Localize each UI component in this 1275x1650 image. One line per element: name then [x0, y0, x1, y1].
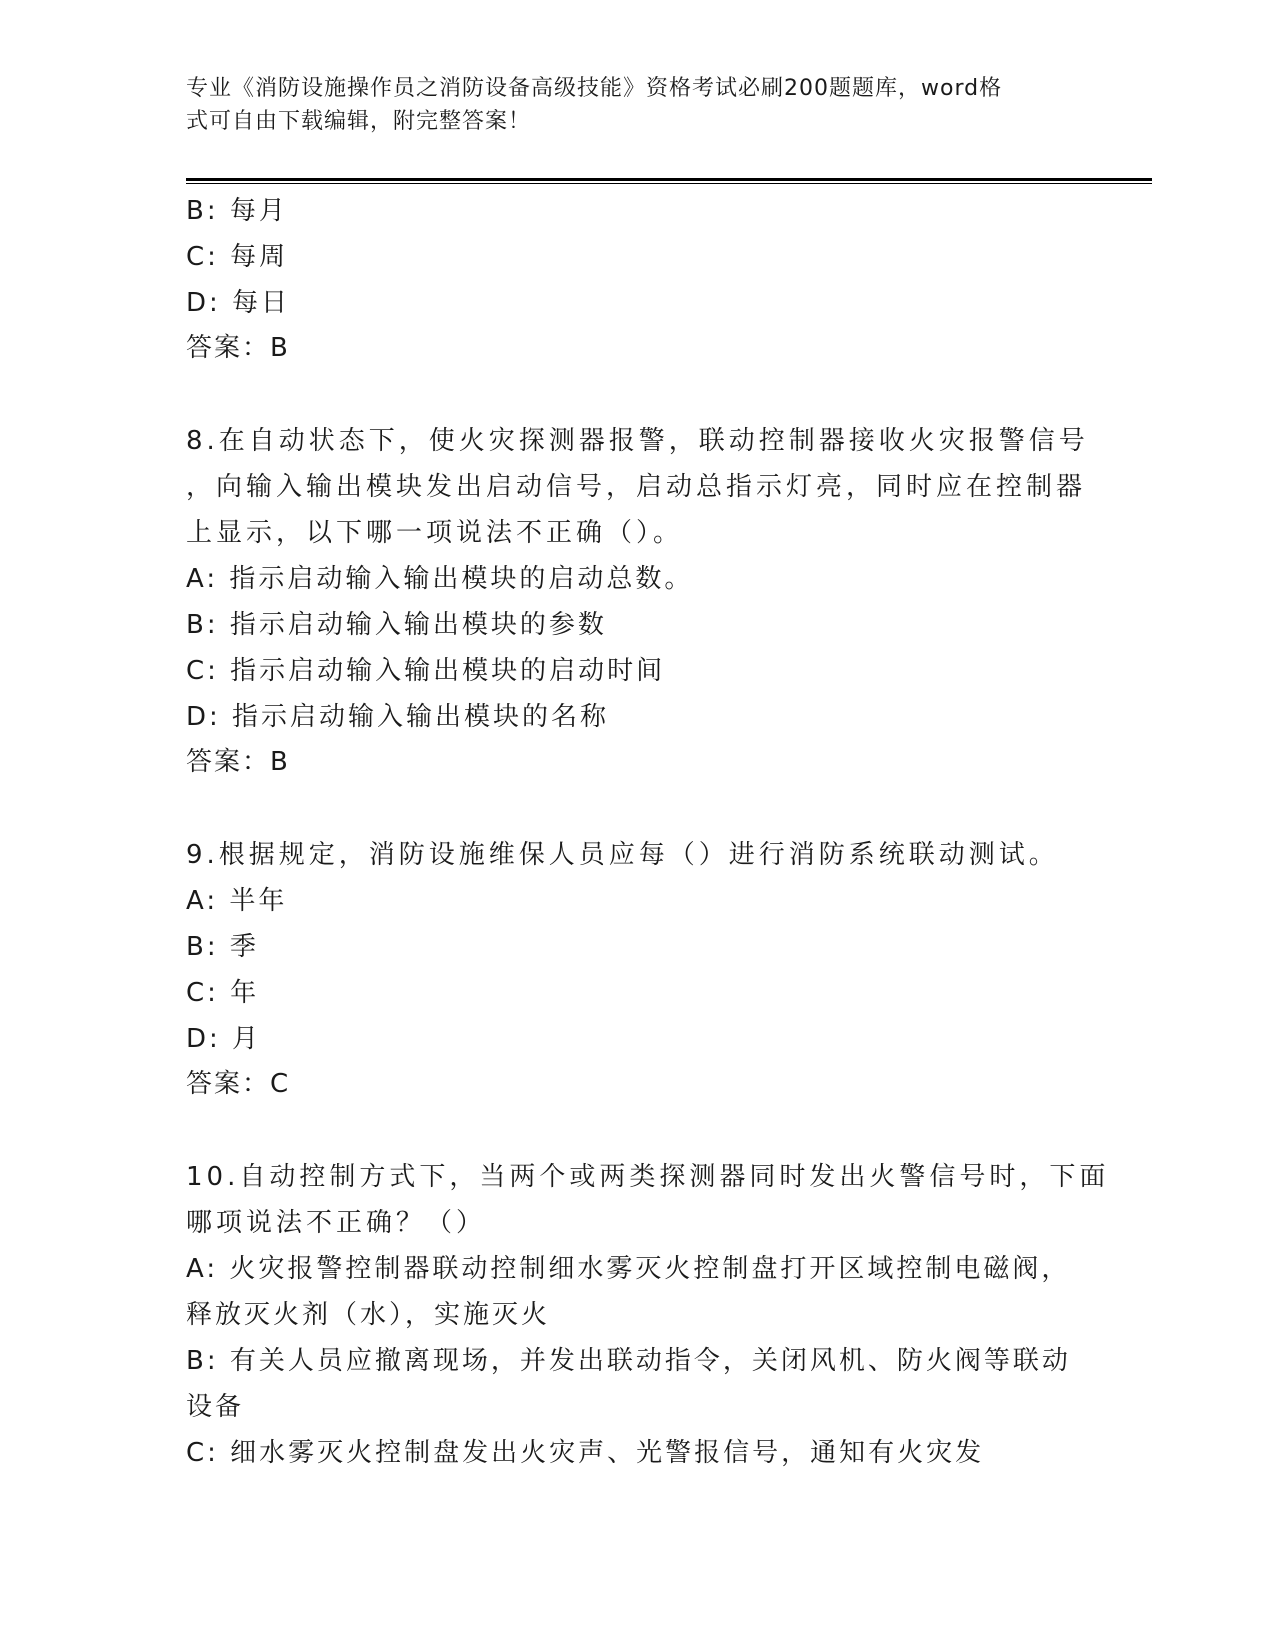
question-stem-line: 哪项说法不正确？（） — [186, 1208, 487, 1238]
question-9 — [186, 832, 1086, 878]
option-c: C: 每周 — [186, 242, 289, 272]
option-a: A: 半年 — [186, 886, 288, 916]
option-d: D: 每日 — [186, 288, 291, 318]
question-content — [186, 188, 1110, 1476]
question-stem-line: 上显示，以下哪一项说法不正确（）。 — [186, 518, 684, 548]
question-8-options — [186, 556, 1086, 784]
header-line-2: 式可自由下载编辑，附完整答案！ — [186, 109, 532, 134]
option-b: B: 指示启动输入输出模块的参数 — [186, 610, 607, 640]
header-divider-thin — [186, 183, 1152, 184]
document-header — [186, 72, 1086, 138]
option-a-continued: 释放灭火剂（水），实施灭火 — [186, 1300, 551, 1330]
option-b: B: 季 — [186, 932, 259, 962]
header-divider-thick — [186, 178, 1152, 181]
question-stem-line: 8.在自动状态下，使火灾探测器报警，联动控制器接收火灾报警信号 — [186, 426, 1089, 456]
question-8 — [186, 418, 1089, 556]
option-a: A: 火灾报警控制器联动控制细水雾灭火控制盘打开区域控制电磁阀， — [186, 1254, 1071, 1284]
option-d: D: 月 — [186, 1024, 262, 1054]
question-stem-line: ，向输入输出模块发出启动信号，启动总指示灯亮，同时应在控制器 — [186, 472, 1087, 502]
answer: 答案：C — [186, 1069, 291, 1099]
question-stem-line: 10.自动控制方式下，当两个或两类探测器同时发出火警信号时，下面 — [186, 1162, 1110, 1192]
option-c: C: 指示启动输入输出模块的启动时间 — [186, 656, 666, 686]
question-7 — [186, 188, 1086, 370]
question-10-options — [186, 1246, 1086, 1476]
option-b: B: 每月 — [186, 196, 288, 226]
option-b-continued: 设备 — [186, 1392, 245, 1422]
question-9-options — [186, 878, 1086, 1106]
question-stem-line: 9.根据规定，消防设施维保人员应每（）进行消防系统联动测试。 — [186, 840, 1059, 870]
option-c: C: 年 — [186, 978, 260, 1008]
option-c: C: 细水雾灭火控制盘发出火灾声、光警报信号，通知有火灾发 — [186, 1438, 985, 1468]
option-a: A: 指示启动输入输出模块的启动总数。 — [186, 564, 694, 594]
option-b: B: 有关人员应撤离现场，并发出联动指令，关闭风机、防火阀等联动 — [186, 1346, 1071, 1376]
option-d: D: 指示启动输入输出模块的名称 — [186, 702, 610, 732]
answer: 答案：B — [186, 333, 290, 363]
question-10 — [186, 1154, 1110, 1246]
answer: 答案：B — [186, 747, 290, 777]
header-line-1: 专业《消防设施操作员之消防设备高级技能》资格考试必刷200题题库，word格 — [186, 76, 1003, 101]
